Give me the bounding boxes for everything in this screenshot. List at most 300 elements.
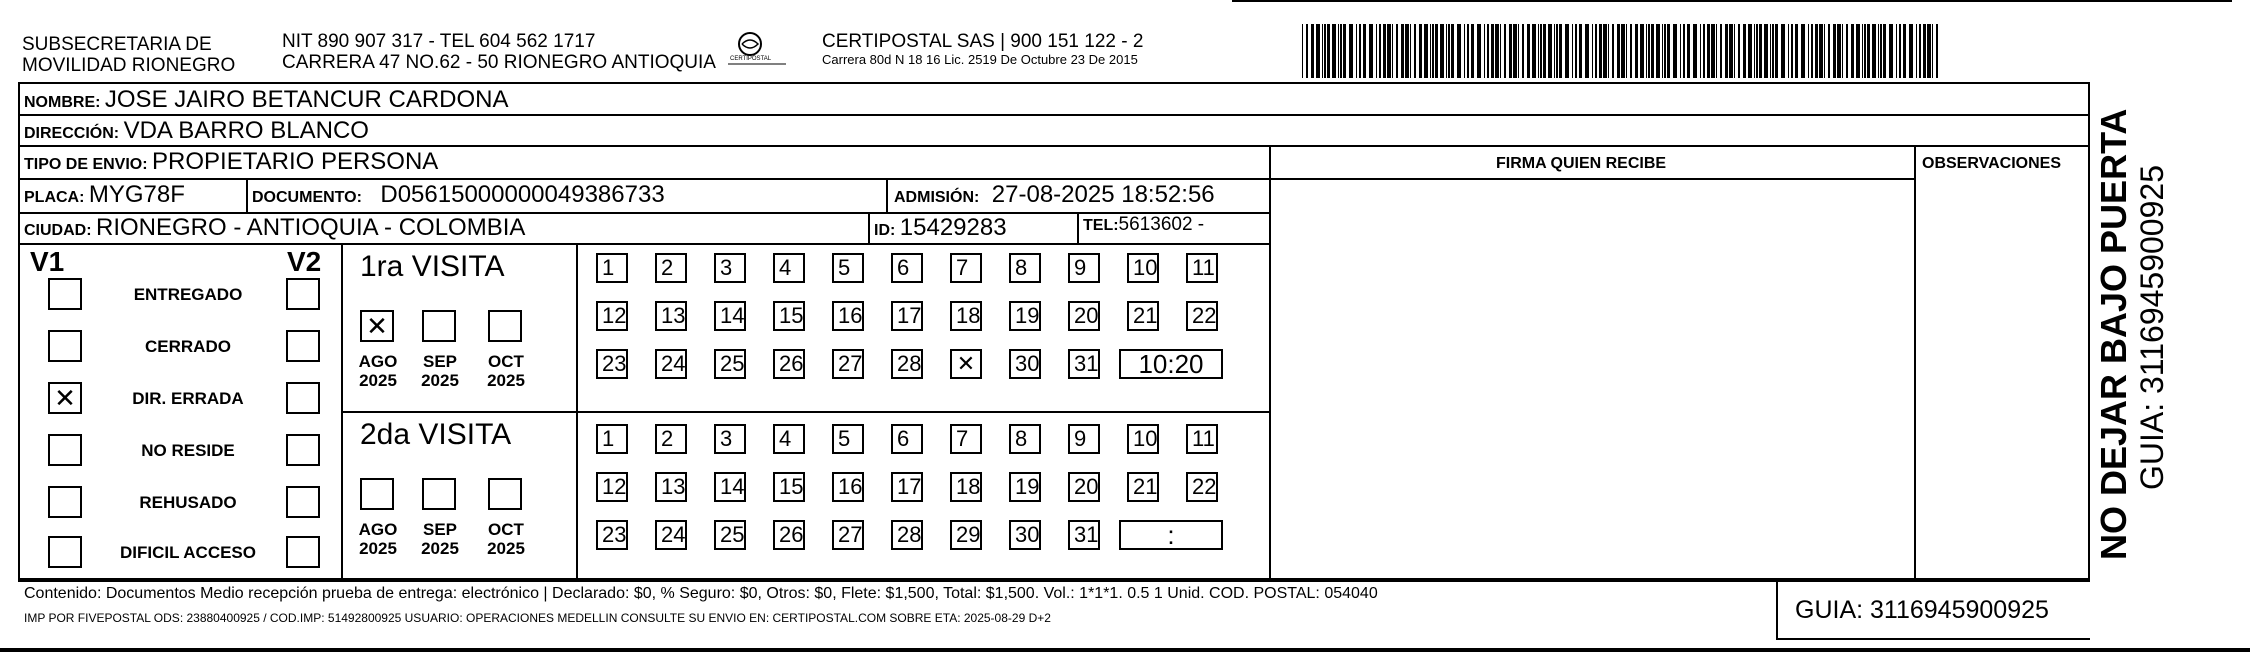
barcode-bar <box>1556 24 1558 78</box>
day-box[interactable]: 8 <box>1009 424 1041 454</box>
barcode-bar <box>1612 24 1614 78</box>
ciudad-row: CIUDAD: RIONEGRO - ANTIOQUIA - COLOMBIA <box>24 214 526 241</box>
barcode-bar <box>1621 24 1625 78</box>
barcode-bar <box>1471 24 1474 78</box>
month-divider <box>576 243 578 580</box>
barcode-bar <box>1513 24 1517 78</box>
v2-checkbox[interactable] <box>286 330 320 362</box>
month-year: 2025 <box>359 539 397 558</box>
barcode-bar <box>1376 24 1377 78</box>
placa-divider <box>246 178 248 212</box>
direccion-value: VDA BARRO BLANCO <box>123 117 369 144</box>
barcode-bar <box>1673 24 1677 78</box>
day-box[interactable]: 16 <box>832 301 864 331</box>
barcode-bar <box>1923 24 1926 78</box>
day-box[interactable]: 16 <box>832 472 864 502</box>
barcode-bar <box>1500 24 1501 78</box>
day-box[interactable]: 30 <box>1009 520 1041 550</box>
month-year: 2025 <box>487 539 525 558</box>
day-box[interactable]: 28 <box>891 349 923 379</box>
barcode-bar <box>1808 24 1809 78</box>
day-box[interactable]: 24 <box>655 520 687 550</box>
barcode-bar <box>1565 24 1569 78</box>
tel-value: 5613602 - <box>1118 214 1205 235</box>
obs-label: OBSERVACIONES <box>1922 155 2061 172</box>
month-checkbox[interactable] <box>488 478 522 510</box>
barcode-bar <box>1842 24 1843 78</box>
barcode-bar <box>1540 24 1542 78</box>
id-value: 15429283 <box>899 214 1007 241</box>
barcode-bar <box>1548 24 1552 78</box>
month-checkbox[interactable] <box>488 310 522 342</box>
admision-row: ADMISIÓN: 27-08-2025 18:52:56 <box>894 181 1215 208</box>
barcode-bar <box>1451 24 1454 78</box>
visit1-title: 1ra VISITA <box>360 250 505 283</box>
day-box[interactable]: 25 <box>714 349 746 379</box>
barcode-bar <box>1725 24 1728 78</box>
barcode-bar <box>1927 24 1931 78</box>
v2-label: V2 <box>287 246 322 277</box>
tel-divider <box>1077 212 1079 243</box>
barcode-bar <box>1846 24 1848 78</box>
day-box[interactable]: 15 <box>773 301 805 331</box>
day-box[interactable]: 13 <box>655 301 687 331</box>
barcode-bar <box>1432 24 1434 78</box>
v2-checkbox[interactable] <box>286 278 320 310</box>
barcode-bar <box>1788 24 1789 78</box>
barcode-bar <box>1448 24 1450 78</box>
barcode-bar <box>1401 24 1404 78</box>
barcode-bar <box>1543 24 1546 78</box>
id-divider <box>868 212 870 243</box>
day-box[interactable]: 10 <box>1127 253 1159 283</box>
barcode-bar <box>1617 24 1620 78</box>
barcode-bar <box>1446 24 1447 78</box>
barcode-bar <box>1435 24 1438 78</box>
month-name: SEP <box>422 520 458 539</box>
day-box[interactable]: 25 <box>714 520 746 550</box>
barcode-bar <box>1316 24 1320 78</box>
barcode-graphic <box>1302 24 1942 78</box>
v1-label: V1 <box>30 246 65 277</box>
day-box[interactable]: 12 <box>596 301 628 331</box>
day-box[interactable]: 20 <box>1068 472 1100 502</box>
agency-address: NIT 890 907 317 - TEL 604 562 1717 CARRERA 47 NO.62 - 50 RIONEGRO ANTIOQUIA <box>282 31 716 73</box>
month-name: AGO <box>358 352 398 371</box>
barcode-bar <box>1640 24 1644 78</box>
visit-divider <box>341 411 1271 413</box>
documento-row: DOCUMENTO: D05615000000049386733 <box>252 181 665 208</box>
barcode-bar <box>1791 24 1793 78</box>
row-line-1 <box>18 114 2090 116</box>
barcode-bar <box>1579 24 1582 78</box>
tipo-value: PROPIETARIO PERSONA <box>152 148 439 175</box>
barcode-bar <box>1302 24 1303 78</box>
day-box[interactable]: 18 <box>950 472 982 502</box>
v2-checkbox[interactable] <box>286 486 320 518</box>
barcode-bar <box>1440 24 1444 78</box>
barcode-bar <box>1880 24 1882 78</box>
day-box[interactable]: 5 <box>832 424 864 454</box>
day-box[interactable]: 14 <box>714 472 746 502</box>
barcode-bar <box>1359 24 1361 78</box>
barcode-bar <box>1464 24 1465 78</box>
month-label <box>482 352 530 390</box>
barcode-bar <box>1683 24 1685 78</box>
barcode-bar <box>1387 24 1391 78</box>
barcode-bar <box>1414 24 1416 78</box>
barcode-bar <box>1759 24 1762 78</box>
status-label: NO RESIDE <box>141 441 235 460</box>
barcode-bar <box>1738 24 1740 78</box>
day-box[interactable]: 11 <box>1186 424 1218 454</box>
month-label <box>354 352 402 390</box>
month-year: 2025 <box>487 371 525 390</box>
row-line-3 <box>18 178 1916 180</box>
barcode-bar <box>1899 24 1901 78</box>
barcode-bar <box>1729 24 1733 78</box>
day-box[interactable]: 7 <box>950 253 982 283</box>
barcode-bar <box>1919 24 1921 78</box>
day-box[interactable]: 5 <box>832 253 864 283</box>
nombre-row: NOMBRE: JOSE JAIRO BETANCUR CARDONA <box>24 86 509 113</box>
barcode-bar <box>1311 24 1314 78</box>
day-box[interactable]: 26 <box>773 349 805 379</box>
barcode-bar <box>1487 24 1489 78</box>
barcode-bar <box>1720 24 1722 78</box>
barcode-bar <box>1338 24 1339 78</box>
row-line-2 <box>18 145 2090 147</box>
barcode-bar <box>1522 24 1524 78</box>
day-box[interactable]: 2 <box>655 253 687 283</box>
side-guia: GUIA: 3116945900925 <box>2134 165 2170 490</box>
barcode-bar <box>1781 24 1785 78</box>
month-label <box>416 520 464 558</box>
day-box[interactable]: 1 <box>596 424 628 454</box>
barcode-bar <box>1811 24 1813 78</box>
barcode-bar <box>1754 24 1755 78</box>
day-box[interactable]: 4 <box>773 253 805 283</box>
day-box[interactable]: 3 <box>714 424 746 454</box>
barcode-bar <box>1851 24 1854 78</box>
barcode <box>1302 24 1942 78</box>
barcode-bar <box>1716 24 1717 78</box>
barcode-bar <box>1599 24 1602 78</box>
barcode-bar <box>1734 24 1735 78</box>
day-box[interactable]: 23 <box>596 349 628 379</box>
day-box[interactable]: 13 <box>655 472 687 502</box>
barcode-bar <box>1477 24 1481 78</box>
barcode-bar <box>1363 24 1366 78</box>
barcode-bar <box>1693 24 1697 78</box>
barcode-bar <box>1932 24 1933 78</box>
month-label <box>482 520 530 558</box>
barcode-bar <box>1819 24 1823 78</box>
barcode-bar <box>1424 24 1428 78</box>
firma-divider <box>1269 145 1271 582</box>
barcode-bar <box>1349 24 1353 78</box>
month-year: 2025 <box>421 371 459 390</box>
barcode-bar <box>1837 24 1841 78</box>
barcode-bar <box>1383 24 1386 78</box>
month-name: AGO <box>358 520 398 539</box>
barcode-bar <box>1862 24 1863 78</box>
day-box[interactable]: 6 <box>891 253 923 283</box>
day-box[interactable]: 9 <box>1068 424 1100 454</box>
barcode-bar <box>1680 24 1681 78</box>
barcode-bar <box>1554 24 1555 78</box>
barcode-bar <box>1340 24 1342 78</box>
barcode-bar <box>1332 24 1336 78</box>
barcode-bar <box>1909 24 1913 78</box>
day-box[interactable]: 6 <box>891 424 923 454</box>
month-label <box>416 352 464 390</box>
logo-caption: CERTIPOSTAL <box>730 56 772 62</box>
day-box[interactable]: 29 <box>950 520 982 550</box>
status-label: REHUSADO <box>139 493 237 512</box>
v1-checkbox[interactable] <box>48 434 82 466</box>
bottom-bar <box>0 648 2250 652</box>
barcode-bar <box>1626 24 1627 78</box>
day-box[interactable]: 4 <box>773 424 805 454</box>
barcode-bar <box>1667 24 1670 78</box>
certipostal-logo <box>728 30 788 70</box>
barcode-bar <box>1756 24 1758 78</box>
row-line-5 <box>18 243 1271 245</box>
barcode-bar <box>1532 24 1536 78</box>
barcode-bar <box>1630 24 1632 78</box>
barcode-bar <box>1770 24 1771 78</box>
v1-checkbox[interactable]: ✕ <box>48 382 82 414</box>
barcode-bar <box>1504 24 1506 78</box>
documento-value: D05615000000049386733 <box>380 181 665 208</box>
barcode-bar <box>1419 24 1422 78</box>
barcode-bar <box>1883 24 1886 78</box>
id-row: ID: 15429283 <box>874 214 1007 241</box>
barcode-bar <box>1815 24 1818 78</box>
direccion-row: DIRECCIÓN: VDA BARRO BLANCO <box>24 117 369 144</box>
day-box[interactable]: 22 <box>1186 472 1218 502</box>
day-box[interactable]: 2 <box>655 424 687 454</box>
month-checkbox[interactable] <box>422 478 456 510</box>
visit2-title: 2da VISITA <box>360 418 512 451</box>
barcode-bar <box>1664 24 1666 78</box>
barcode-bar <box>1495 24 1499 78</box>
status-label: DIR. ERRADA <box>132 389 244 408</box>
status-label: ENTREGADO <box>133 285 243 304</box>
v1-checkbox[interactable] <box>48 278 82 310</box>
day-box[interactable]: 11 <box>1186 253 1218 283</box>
barcode-bar <box>1306 24 1308 78</box>
barcode-bar <box>1518 24 1519 78</box>
obs-divider <box>1914 145 1916 582</box>
day-box[interactable]: 28 <box>891 520 923 550</box>
barcode-bar <box>1872 24 1876 78</box>
courier-info: CERTIPOSTAL SAS | 900 151 122 - 2 Carrera 80d N 18 16 Lic. 2519 De Octubre 23 De 2015 <box>822 31 1144 67</box>
day-box[interactable]: 23 <box>596 520 628 550</box>
barcode-bar <box>1527 24 1530 78</box>
barcode-bar <box>1833 24 1836 78</box>
barcode-bar <box>1369 24 1373 78</box>
time-box[interactable]: : <box>1119 520 1223 550</box>
footer-imp: IMP POR FIVEPOSTAL ODS: 23880400925 / COD.IMP: 51492800925 USUARIO: OPERACIONES MEDELLIN CONSULTE SU ENVIO EN: CERTIPOSTAL.COM SOBRE ETA: 2025-08-29 D+2 <box>24 611 1051 625</box>
barcode-bar <box>1707 24 1710 78</box>
v1-checkbox[interactable] <box>48 536 82 568</box>
barcode-bar <box>1824 24 1825 78</box>
day-box[interactable]: 1 <box>596 253 628 283</box>
barcode-bar <box>1608 24 1609 78</box>
status-label: CERRADO <box>145 337 231 356</box>
tipo-row: TIPO DE ENVIO: PROPIETARIO PERSONA <box>24 148 439 175</box>
admision-value: 27-08-2025 18:52:56 <box>991 181 1215 208</box>
v2-checkbox[interactable] <box>286 382 320 414</box>
barcode-bar <box>1538 24 1539 78</box>
status-divider <box>341 243 343 580</box>
day-box[interactable]: 27 <box>832 349 864 379</box>
barcode-bar <box>1379 24 1381 78</box>
admision-divider <box>886 178 888 212</box>
day-box[interactable]: 19 <box>1009 301 1041 331</box>
ciudad-value: RIONEGRO - ANTIOQUIA - COLOMBIA <box>96 214 526 241</box>
barcode-bar <box>1916 24 1917 78</box>
barcode-bar <box>1703 24 1705 78</box>
barcode-bar <box>1764 24 1768 78</box>
day-box[interactable]: 21 <box>1127 301 1159 331</box>
v2-checkbox[interactable] <box>286 434 320 466</box>
day-box[interactable]: ✕ <box>950 349 982 379</box>
placa-row: PLACA: MYG78F <box>24 181 185 208</box>
v2-checkbox[interactable] <box>286 536 320 568</box>
month-checkbox[interactable] <box>360 478 394 510</box>
month-name: OCT <box>488 520 524 539</box>
day-box[interactable]: 9 <box>1068 253 1100 283</box>
v1-checkbox[interactable] <box>48 486 82 518</box>
barcode-bar <box>1801 24 1805 78</box>
barcode-bar <box>1595 24 1597 78</box>
day-box[interactable]: 3 <box>714 253 746 283</box>
barcode-bar <box>1743 24 1746 78</box>
barcode-bar <box>1648 24 1650 78</box>
barcode-bar <box>1711 24 1715 78</box>
barcode-bar <box>1646 24 1647 78</box>
day-box[interactable]: 22 <box>1186 301 1218 331</box>
barcode-bar <box>1430 24 1431 78</box>
day-box[interactable]: 31 <box>1068 520 1100 550</box>
firma-label: FIRMA QUIEN RECIBE <box>1496 155 1667 172</box>
barcode-bar <box>1795 24 1798 78</box>
barcode-bar <box>1572 24 1573 78</box>
day-box[interactable]: 31 <box>1068 349 1100 379</box>
header-top-line <box>1232 0 2232 2</box>
side-warning: NO DEJAR BAJO PUERTA <box>2093 108 2134 560</box>
barcode-bar <box>1392 24 1393 78</box>
barcode-bar <box>1828 24 1830 78</box>
footer-content: Contenido: Documentos Medio recepción prueba de entrega: electrónico | Declarado: $0, % Seguro: $0, Otros: $0, Flete: $1,500, Total: $1,500. Vol.: 1*1*1. 0.5 1 Unid. COD. POSTAL: 054040 <box>24 585 1378 602</box>
barcode-bar <box>1324 24 1326 78</box>
barcode-bar <box>1491 24 1494 78</box>
barcode-bar <box>1936 24 1938 78</box>
month-name: OCT <box>488 352 524 371</box>
barcode-bar <box>1343 24 1346 78</box>
barcode-bar <box>1484 24 1485 78</box>
day-box[interactable]: 15 <box>773 472 805 502</box>
barcode-bar <box>1687 24 1690 78</box>
month-checkbox[interactable] <box>422 310 456 342</box>
day-box[interactable]: 19 <box>1009 472 1041 502</box>
day-box[interactable]: 20 <box>1068 301 1100 331</box>
barcode-bar <box>1864 24 1866 78</box>
barcode-bar <box>1603 24 1607 78</box>
logo-icon <box>728 30 788 70</box>
barcode-bar <box>1896 24 1897 78</box>
barcode-bar <box>1327 24 1330 78</box>
day-box[interactable]: 17 <box>891 472 923 502</box>
day-box[interactable]: 17 <box>891 301 923 331</box>
day-box[interactable]: 10 <box>1127 424 1159 454</box>
placa-value: MYG78F <box>88 181 185 208</box>
day-box[interactable]: 14 <box>714 301 746 331</box>
month-year: 2025 <box>359 371 397 390</box>
day-box[interactable]: 27 <box>832 520 864 550</box>
barcode-bar <box>1775 24 1778 78</box>
barcode-bar <box>1585 24 1589 78</box>
barcode-bar <box>1700 24 1701 78</box>
barcode-bar <box>1656 24 1660 78</box>
barcode-bar <box>1748 24 1752 78</box>
barcode-bar <box>1592 24 1593 78</box>
barcode-bar <box>1457 24 1461 78</box>
barcode-bar <box>1635 24 1638 78</box>
day-box[interactable]: 26 <box>773 520 805 550</box>
nombre-value: JOSE JAIRO BETANCUR CARDONA <box>104 86 509 113</box>
barcode-bar <box>1322 24 1323 78</box>
month-name: SEP <box>422 352 458 371</box>
barcode-bar <box>1410 24 1411 78</box>
day-box[interactable]: 12 <box>596 472 628 502</box>
month-checkbox[interactable]: ✕ <box>360 310 394 342</box>
barcode-bar <box>1889 24 1893 78</box>
v1-checkbox[interactable] <box>48 330 82 362</box>
tel-row: TEL:5613602 - <box>1083 214 1205 235</box>
time-box[interactable]: 10:20 <box>1119 349 1223 379</box>
day-box[interactable]: 8 <box>1009 253 1041 283</box>
barcode-bar <box>1903 24 1906 78</box>
barcode-bar <box>1509 24 1512 78</box>
day-box[interactable]: 7 <box>950 424 982 454</box>
day-box[interactable]: 21 <box>1127 472 1159 502</box>
barcode-bar <box>1356 24 1357 78</box>
barcode-bar <box>1467 24 1469 78</box>
barcode-bar <box>1856 24 1860 78</box>
day-box[interactable]: 24 <box>655 349 687 379</box>
month-year: 2025 <box>421 539 459 558</box>
footer-guia: GUIA: 3116945900925 <box>1795 596 2049 624</box>
month-label <box>354 520 402 558</box>
barcode-bar <box>1662 24 1663 78</box>
barcode-bar <box>1405 24 1409 78</box>
barcode-bar <box>1559 24 1562 78</box>
day-box[interactable]: 18 <box>950 301 982 331</box>
barcode-bar <box>1651 24 1654 78</box>
barcode-bar <box>1396 24 1398 78</box>
agency-name: SUBSECRETARIA DE MOVILIDAD RIONEGRO <box>22 34 236 76</box>
barcode-bar <box>1878 24 1879 78</box>
barcode-bar <box>1575 24 1577 78</box>
status-label: DIFICIL ACCESO <box>119 543 256 562</box>
barcode-bar <box>1867 24 1870 78</box>
barcode-bar <box>1772 24 1774 78</box>
day-box[interactable]: 30 <box>1009 349 1041 379</box>
